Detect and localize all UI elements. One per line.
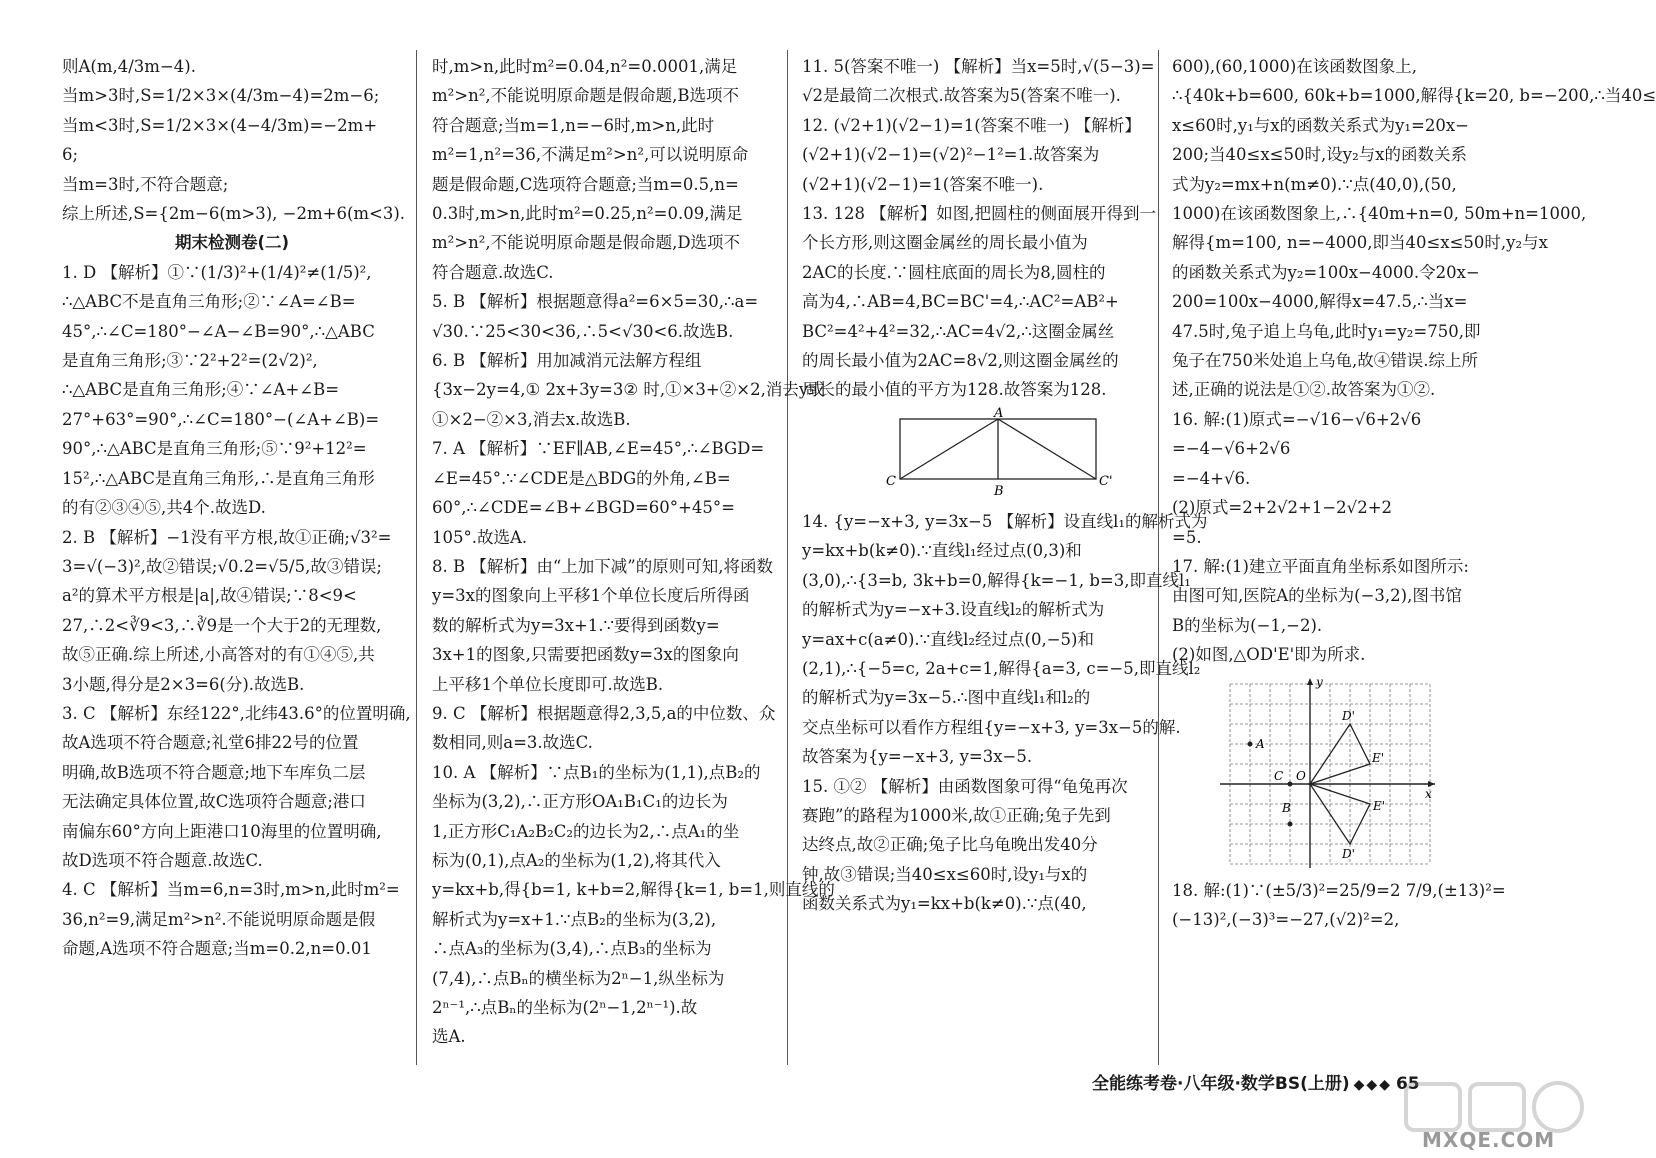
text-line: 故答案为{y=−x+3, y=3x−5.	[802, 747, 1033, 767]
coordinate-grid	[1220, 674, 1440, 870]
text-line: 当m>3时,S=1/2×3×(4/3m−4)=2m−6;	[62, 86, 380, 106]
text-line: 式为y₂=mx+n(m≠0).∵点(40,0),(50,	[1172, 174, 1457, 194]
label-C-prime: C'	[1099, 473, 1113, 489]
book-title: 全能练考卷·八年级·数学BS(上册)	[1092, 1074, 1350, 1094]
text-line: 数的解析式为y=3x+1.∵要得到函数y=	[432, 615, 720, 635]
label-C: C	[886, 473, 896, 489]
text-line: √30.∵25<30<36,∴5<√30<6.故选B.	[432, 321, 734, 341]
label-A: A	[994, 405, 1004, 421]
text-line: 是直角三角形;③∵2²+2²=(2√2)²,	[62, 351, 318, 371]
text-line: ∴△ABC是直角三角形;④∵∠A+∠B=	[62, 380, 340, 400]
answers-15-17	[1172, 52, 1656, 670]
text-line: 的周长最小值为2AC=8√2,则这圈金属丝的	[802, 351, 1119, 371]
answers-14-15	[802, 507, 1208, 919]
text-line: y=kx+b,得{b=1, k+b=2,解得{k=1, b=1,则直线的	[432, 880, 835, 900]
triangle-ODE-prime	[1310, 784, 1370, 844]
text-line: 0.3时,m>n,此时m²=0.25,n²=0.09,满足	[432, 204, 743, 224]
answers-11-13	[802, 52, 1156, 405]
point-A	[1248, 741, 1253, 746]
text-line: 11. 5(答案不唯一) 【解析】当x=5时,√(5−3)=	[802, 57, 1155, 76]
text-line: 105°.故选A.	[432, 527, 528, 547]
text-line: 的解析式为y=−x+3.设直线l₂的解析式为	[802, 600, 1105, 620]
text-line: 上平移1个单位长度即可.故选B.	[432, 674, 664, 694]
text-column-3	[802, 52, 1208, 1072]
text-line: 200=100x−4000,解得x=47.5,∴当x=	[1172, 292, 1468, 312]
label-D-prime: D'	[1342, 846, 1355, 861]
text-line: 钟,故③错误;当40≤x≤60时,设y₁与x的	[802, 864, 1088, 884]
segment-CA	[900, 419, 998, 479]
text-line: 解得{m=100, n=−4000,即当40≤x≤50时,y₂与x	[1172, 233, 1548, 253]
text-line: 15²,∴△ABC是直角三角形,∴是直角三角形	[62, 468, 375, 488]
text-line: 坐标为(3,2),∴正方形OA₁B₁C₁的边长为	[432, 792, 728, 812]
column-divider	[787, 50, 788, 1065]
text-line: =−4+√6.	[1172, 468, 1251, 488]
text-line: 27,∴2<∛9<3,∴∛9是一个大于2的无理数,	[62, 615, 382, 635]
point-C	[1288, 781, 1293, 786]
text-line: 交点坐标可以看作方程组{y=−x+3, y=3x−5的解.	[802, 717, 1181, 737]
text-line: 命题,A选项不符合题意;当m=0.2,n=0.01	[62, 939, 372, 959]
text-line: 13. 128 【解析】如图,把圆柱的侧面展开得到一	[802, 204, 1156, 224]
page-number: 65	[1395, 1074, 1420, 1094]
text-line: 2. B 【解析】−1没有平方根,故①正确;√3²=	[62, 527, 392, 547]
text-line: 3x+1的图象,只需要把函数y=3x的图象向	[432, 645, 739, 665]
text-line: 明确,故B选项不符合题意;地下车库负二层	[62, 762, 366, 782]
text-line: 6;	[62, 145, 79, 165]
label-E-prime: E'	[1373, 798, 1386, 813]
text-line: 当m<3时,S=1/2×3×(4−4/3m)=−2m+	[62, 115, 378, 135]
grid-lines	[1230, 684, 1430, 864]
text-line: 解析式为y=x+1.∵点B₂的坐标为(3,2),	[432, 909, 717, 929]
text-line: y=3x的图象向上平移1个单位长度后所得函	[432, 586, 750, 606]
coordinate-grid-figure	[1172, 674, 1550, 870]
text-line: m²>n²,不能说明原命题是假命题,D选项不	[432, 233, 741, 253]
text-line: (2)原式=2+2√2+1−2√2+2	[1172, 498, 1393, 518]
column-divider	[416, 50, 417, 1065]
text-line: 60°,∴∠CDE=∠B+∠BGD=60°+45°=	[432, 498, 735, 518]
text-line: 无法确定具体位置,故C选项符合题意;港口	[62, 792, 366, 812]
text-line: 3小题,得分是2×3=6(分).故选B.	[62, 674, 305, 694]
label-A: A	[1256, 736, 1265, 751]
text-line: 5. B 【解析】根据题意得a²=6×5=30,∴a=	[432, 292, 759, 312]
text-line: 47.5时,兔子追上乌龟,此时y₁=y₂=750,即	[1172, 321, 1481, 341]
text-line: 4. C 【解析】当m=6,n=3时,m>n,此时m²=	[62, 880, 400, 900]
text-line: (2,1),∴{−5=c, 2a+c=1,解得{a=3, c=−5,即直线l₂	[802, 658, 1201, 678]
text-line: 选A.	[432, 1027, 466, 1047]
text-line: m²>n²,不能说明原命题是假命题,B选项不	[432, 86, 739, 106]
label-E: E'	[1372, 750, 1385, 765]
text-line: 符合题意.故选C.	[432, 262, 554, 282]
text-line: √2是最简二次根式.故答案为5(答案不唯一).	[802, 86, 1121, 106]
text-line: 赛跑”的路程为1000米,故①正确;兔子先到	[802, 805, 1111, 825]
text-line: 6. B 【解析】用加减消元法解方程组	[432, 351, 702, 371]
text-line: 36,n²=9,满足m²>n².不能说明原命题是假	[62, 909, 376, 929]
text-line: 达终点,故②正确;兔子比乌龟晚出发40分	[802, 835, 1098, 855]
text-line: (√2+1)(√2−1)=1(答案不唯一).	[802, 174, 1044, 194]
text-line: 14. {y=−x+3, y=3x−5 【解析】设直线l₁的解析式为	[802, 511, 1208, 531]
text-line: 由图可知,医院A的坐标为(−3,2),图书馆	[1172, 586, 1462, 606]
unfold-diagram	[884, 405, 1124, 501]
text-line: ∴点A₃的坐标为(3,4),∴点B₃的坐标为	[432, 939, 712, 959]
text-line: 南偏东60°方向上距港口10海里的位置明确,	[62, 821, 382, 841]
text-line: 函数关系式为y₁=kx+b(k≠0).∵点(40,	[802, 894, 1087, 914]
cylinder-unfold-figure	[802, 405, 1150, 501]
text-line: 2ⁿ⁻¹,∴点Bₙ的坐标为(2ⁿ−1,2ⁿ⁻¹).故	[432, 998, 698, 1017]
text-line: 故A选项不符合题意;礼堂6排22号的位置	[62, 733, 359, 753]
text-line: 17. 解:(1)建立平面直角坐标系如图所示:	[1172, 556, 1469, 576]
text-line: 故⑤正确.综上所述,小高答对的有①④⑤,共	[62, 645, 375, 665]
text-line: ∴{40k+b=600, 60k+b=1000,解得{k=20, b=−200,∴当40≤	[1172, 86, 1656, 106]
text-line: 15. ①② 【解析】由函数图象可得“龟兔再次	[802, 776, 1128, 796]
text-line: ∴△ABC不是直角三角形;②∵∠A=∠B=	[62, 292, 356, 312]
text-line: (√2+1)(√2−1)=(√2)²−1²=1.故答案为	[802, 145, 1100, 165]
text-line: 600),(60,1000)在该函数图象上,	[1172, 57, 1418, 76]
text-line: (−13)²,(−3)³=−27,(√2)²=2,	[1172, 909, 1400, 929]
y-axis-arrow-icon	[1307, 678, 1313, 685]
answer-18	[1172, 876, 1550, 935]
text-column-2	[432, 52, 835, 1072]
text-line: 16. 解:(1)原式=−√16−√6+2√6	[1172, 409, 1422, 429]
text-line: y=kx+b(k≠0).∵直线l₁经过点(0,3)和	[802, 541, 1082, 561]
label-D: D'	[1342, 708, 1355, 723]
text-line: 3. C 【解析】东经122°,北纬43.6°的位置明确,	[62, 703, 411, 723]
text-line: =−4−√6+2√6	[1172, 439, 1291, 459]
point-B	[1288, 821, 1293, 826]
text-line: a²的算术平方根是|a|,故④错误;∵8<9<	[62, 586, 357, 606]
decorative-dots-icon: ◆◆◆	[1353, 1077, 1392, 1093]
text-line: 27°+63°=90°,∴∠C=180°−(∠A+∠B)=	[62, 409, 380, 429]
text-line: 的函数关系式为y₂=100x−4000.令20x−	[1172, 262, 1480, 282]
text-line: {3x−2y=4,① 2x+3y=3② 时,①×3+②×2,消去y或	[432, 380, 825, 400]
text-line: 18. 解:(1)∵(±5/3)²=25/9=2 7/9,(±13)²=	[1172, 880, 1506, 900]
text-line: 12. (√2+1)(√2−1)=1(答案不唯一) 【解析】	[802, 115, 1141, 135]
text-line: 述,正确的说法是①②.故答案为①②.	[1172, 380, 1436, 400]
text-line: 标为(0,1),点A₂的坐标为(1,2),将其代入	[432, 850, 721, 870]
text-line: 的有②③④⑤,共4个.故选D.	[62, 498, 266, 518]
label-B: B	[994, 483, 1004, 499]
text-column-1	[62, 52, 411, 1072]
text-line: 9. C 【解析】根据题意得2,3,5,a的中位数、众	[432, 703, 776, 723]
origin-label: O	[1296, 768, 1306, 783]
label-C: C	[1274, 768, 1284, 783]
text-line: 题是假命题,C选项符合题意;当m=0.5,n=	[432, 174, 739, 194]
text-line: =5.	[1172, 527, 1202, 547]
text-line: 200;当40≤x≤50时,设y₂与x的函数关系	[1172, 145, 1467, 165]
text-line: 3=√(−3)²,故②错误;√0.2=√5/5,故③错误;	[62, 556, 382, 576]
text-line: 数相同,则a=3.故选C.	[432, 733, 593, 753]
text-line: ∠E=45°.∵∠CDE是△BDG的外角,∠B=	[432, 468, 731, 488]
text-line: x≤60时,y₁与x的函数关系式为y₁=20x−	[1172, 115, 1469, 135]
text-line: (7,4),∴点Bₙ的横坐标为2ⁿ−1,纵坐标为	[432, 968, 725, 988]
text-line: 符合题意;当m=1,n=−6时,m>n,此时	[432, 115, 715, 135]
text-line: 的解析式为y=3x−5.∴图中直线l₁和l₂的	[802, 688, 1091, 708]
text-line: 时,m>n,此时m²=0.04,n²=0.0001,满足	[432, 57, 738, 76]
text-line: 7. A 【解析】∵EF∥AB,∠E=45°,∴∠BGD=	[432, 439, 765, 459]
text-line: BC²=4²+4²=32,∴AC=4√2,∴这圈金属丝	[802, 321, 1115, 341]
text-line: 综上所述,S={2m−6(m>3), −2m+6(m<3).	[62, 204, 406, 224]
text-line: ①×2−②×3,消去x.故选B.	[432, 409, 631, 429]
text-line: y=ax+c(a≠0).∵直线l₂经过点(0,−5)和	[802, 629, 1094, 649]
text-line: 高为4,∴AB=4,BC=BC'=4,∴AC²=AB²+	[802, 292, 1119, 312]
text-column-4	[1172, 52, 1656, 1072]
text-line: 周长的最小值的平方为128.故答案为128.	[802, 380, 1107, 400]
text-line: 当m=3时,不符合题意;	[62, 174, 229, 194]
text-line: m²=1,n²=36,不满足m²>n²,可以说明原命	[432, 145, 749, 165]
text-line: 90°,∴△ABC是直角三角形;⑤∵9²+12²=	[62, 439, 367, 459]
text-line: 则A(m,4/3m−4).	[62, 57, 196, 76]
text-line: B的坐标为(−1,−2).	[1172, 615, 1323, 635]
section-heading: 期末检测卷(二)	[174, 233, 290, 253]
text-line: 1000)在该函数图象上,∴{40m+n=0, 50m+n=1000,	[1172, 204, 1587, 224]
text-line: 个长方形,则这圈金属丝的周长最小值为	[802, 233, 1088, 253]
y-axis-label: y	[1316, 674, 1323, 689]
text-line: 1. D 【解析】①∵(1/3)²+(1/4)²≠(1/5)²,	[62, 262, 372, 282]
segment-AC-prime	[998, 419, 1096, 479]
text-line: 1,正方形C₁A₂B₂C₂的边长为2,∴点A₁的坐	[432, 821, 740, 841]
text-line: 45°,∴∠C=180°−∠A−∠B=90°,∴△ABC	[62, 321, 375, 341]
watermark-text: MXQE.COM	[1422, 1128, 1556, 1152]
column-divider	[1158, 50, 1159, 1065]
text-line: 10. A 【解析】∵点B₁的坐标为(1,1),点B₂的	[432, 762, 761, 782]
text-line: 8. B 【解析】由“上加下减”的原则可知,将函数	[432, 556, 773, 576]
label-B: B	[1282, 800, 1291, 815]
text-line: 兔子在750米处追上乌龟,故④错误.综上所	[1172, 351, 1478, 371]
text-line: (2)如图,△OD'E'即为所求.	[1172, 645, 1366, 665]
text-line: 故D选项不符合题意.故选C.	[62, 850, 263, 870]
text-line: (3,0),∴{3=b, 3k+b=0,解得{k=−1, b=3,即直线l₁	[802, 570, 1191, 590]
x-axis-label: x	[1425, 786, 1432, 801]
text-line: 2AC的长度.∵圆柱底面的周长为8,圆柱的	[802, 262, 1106, 282]
triangle-upper	[1310, 724, 1370, 784]
